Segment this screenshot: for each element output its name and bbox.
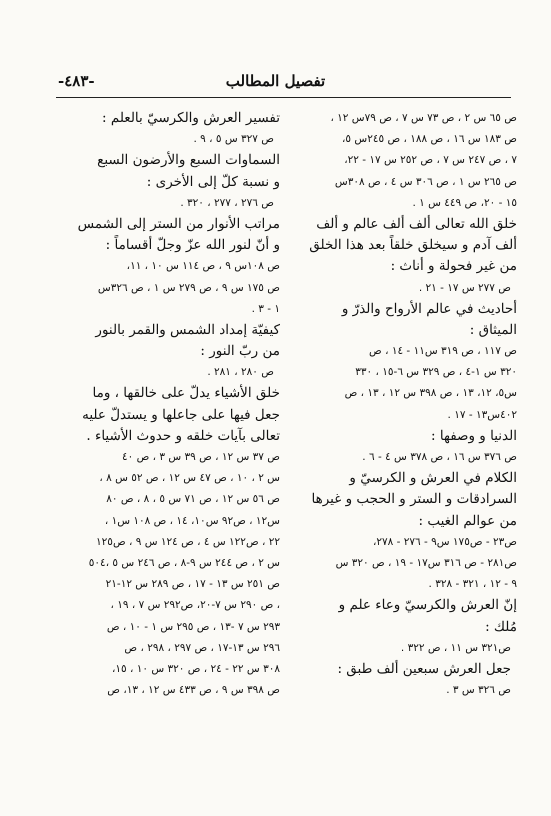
page-reference-line: ص ١١٧ ، ص ٣١٩ س١١ - ١٤ ، ص [369, 345, 517, 358]
page-reference-line: ص ٢٨٠ ، ٢٨١ . [207, 366, 274, 379]
left-column [50, 108, 280, 701]
page-reference-line: ص٣٢١ س ١١ ، ص ٣٢٢ . [400, 641, 511, 654]
page-reference-line: ص ٢٥١ س ١٣ - ١٧ ، ص ٢٨٩ س ١٢-٢١ [105, 578, 280, 591]
page-reference-line: ص ٣٧ س ١٢ ، ص ٣٩ س ٣ ، ص ٤٠ [121, 451, 280, 463]
page-reference-line: ص ١٨٣ س ١٦ ، ص ١٨٨ ، ص ٢٤٥س ٥، [342, 133, 517, 146]
page-reference-line: ص ٢٦٥ س ١ ، ص ٣٠٦ س ٤ ، ص ٣٠٨س [334, 175, 517, 188]
page-reference-line: ص ٣٧٦ س ١٦ ، ص ٣٧٨ س ٤ - ٦ . [362, 451, 517, 463]
entry-heading: من عوالم الغيب : [418, 512, 517, 529]
page-reference-line: س ٢ ، ص ٢٤٤ س ٩-٨ ، ص ٢٤٦ س ٥ ،٥٠٤ [88, 556, 280, 569]
header-rule [56, 97, 511, 98]
entry-heading: من غير فحولة و أناث : [390, 258, 517, 275]
entry-heading: و أنّ لنور الله عزّ وجلّ أقساماً : [105, 237, 280, 254]
entry-heading: أحاديث في عالم الأرواح والذرّ و [341, 300, 517, 317]
page-reference-line: ص ٣٩٨ س ٩ ، ص ٤٣٣ س ١٢ ، ١٣، ص [107, 684, 280, 697]
entry-heading: تفسير العرش والكرسيّ بالعلم : [102, 110, 280, 126]
page-reference-line: ص ٣٢٧ س ٥ ، ٩ . [193, 133, 274, 146]
entry-heading: السماوات السبع والأرضون السبع [97, 152, 280, 169]
entry-heading: كيفيّة إمداد الشمس والقمر بالنور [95, 321, 280, 338]
entry-heading: خلق الأشياء يدلّ على خالقها ، وما [92, 385, 280, 402]
page-reference-line: ٣٠٨ س ٢٢ - ٢٤ ، ص ٣٢٠ س ١٠ ، ١٥، [111, 662, 280, 675]
entry-heading: مُلك : [485, 618, 517, 635]
page-reference-line: ٩ - ١٢ ، ٣٢١ - ٣٢٨ . [428, 578, 517, 591]
entry-heading: إنّ العرش والكرسيّ وعاء علم و [338, 597, 517, 614]
page-reference-line: ٣٢٠ س ١-٤ ، ص ٣٢٩ س ٦-١٥ ، ٣٣٠ [355, 366, 517, 379]
page-reference-line: ص٢٣ - ص١٧٥ س٩ - ٢٧٦ - ٢٧٨، [372, 535, 517, 548]
page-reference-line: س٥، ١٢، ١٣ ، ص ٣٩٨ س ١٢ ، ١٣ ، ص [344, 387, 517, 400]
entry-heading: السرادقات و الستر و الحجب و غيرها [311, 491, 517, 508]
entry-heading: و نسبة كلّ إلى الأخرى : [146, 173, 280, 190]
page-reference-line: ص ٦٥ س ٢ ، ص ٧٣ س ٧ ، ص ٧٩س ١٢ ، [330, 112, 517, 124]
page-reference-line: ص ٣٢٦ س ٣ . [446, 684, 511, 697]
page-reference-line: ص ٢٧٧ س ١٧ - ٢١ . [418, 281, 511, 294]
page-reference-line: ١ - ٣ . [251, 302, 280, 315]
page-reference-line: ، ص ٢٩٠ س ٧-٢٠، ص٢٩٢ س ٧ ، ١٩ ، [110, 599, 280, 612]
page-reference-line: س١٢ ، ص٩٢ س١٠، ١٤ ، ص ١٠٨ س١ ، [104, 514, 280, 527]
page-reference-line: ص ١٠٨س ٩ ، ص ١١٤ س ١٠ ، ١١، [126, 260, 280, 273]
entry-heading: خلق الله تعالى ألف ألف عالم و ألف [316, 215, 517, 232]
page-reference-line: س ٢ ، ١٠ ، ص ٤٧ س ١٢ ، ص ٥٢ س ٨ ، [99, 472, 280, 485]
entry-heading: الدنيا و وصفها : [431, 427, 517, 444]
page-reference-line: ص ١٧٥ س ٩ ، ص ٢٧٩ س ١ ، ص ٣٢٦س [97, 281, 280, 294]
entry-heading: من ربّ النور : [200, 343, 280, 360]
entry-heading: الميثاق : [469, 321, 517, 338]
entry-heading: ألف آدم و سيخلق خلقاً بعد هذا الخلق [309, 237, 517, 254]
page-header [0, 72, 551, 94]
page-reference-line: ٢٢ ، ص١٢٢ س ٤ ، ص ١٢٤ س ٩ ، ص١٢٥ [96, 535, 280, 548]
entry-heading: جعل فيها على جاعلها و يستدلّ عليه [82, 406, 280, 423]
page-reference-line: ص٢٨١ - ص ٣١٦ س١٧ - ١٩ ، ص ٣٢٠ س [335, 556, 517, 569]
page-reference-line: ص ٥٦ س ١٢ ، ص ٧١ س ٥ ، ٨ ، ص ٨٠ [106, 493, 280, 506]
running-title: تفصيل المطالب [225, 72, 326, 90]
page-reference-line: ٢٩٦ س ١٣-١٧ ، ص ٢٩٧ ، ٢٩٨ ، ص [124, 641, 280, 654]
page-reference-line: ٧ ، ص ٢٤٧ س ٧ ، ص ٢٥٢ س ١٧ - ٢٢، [344, 154, 517, 167]
entry-heading: جعل العرش سبعين ألف طبق : [337, 660, 511, 677]
entry-heading: تعالى بآيات خلقه و حدوث الأشياء . [86, 427, 280, 444]
right-column [287, 108, 517, 701]
entry-heading: مراتب الأنوار من الستر إلى الشمس [77, 215, 280, 232]
page-reference-line: ٤٠٢س١٣ - ١٧ . [447, 408, 517, 421]
page-reference-line: ٢٩٣ س ٧ -١٣ ، ص ٢٩٥ س ١ - ١٠ ، ص [106, 620, 280, 633]
entry-heading: الكلام في العرش و الكرسيّ و [349, 470, 517, 487]
page-reference-line: ١٥ - ٢٠، ص ٤٤٩ س ١ . [412, 196, 517, 209]
page-reference-line: ص ٢٧٦ ، ٢٧٧ ، ٣٢٠ . [180, 196, 274, 209]
page-number: -٤٨٣- [58, 72, 95, 90]
